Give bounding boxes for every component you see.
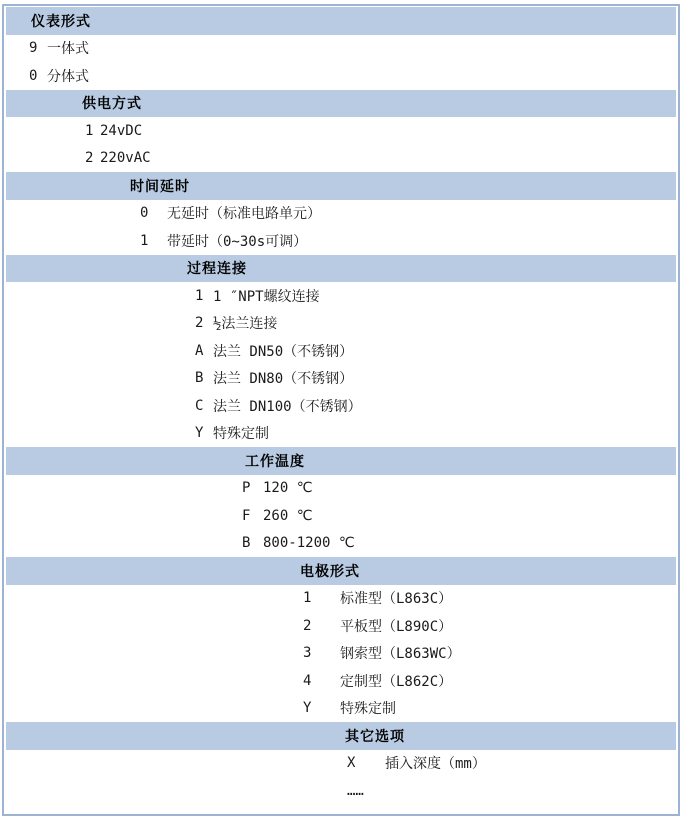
section-options [6, 35, 676, 90]
model-section [6, 447, 676, 557]
option-code: 2 [195, 315, 204, 332]
model-section [6, 172, 676, 255]
option-code: 1 [85, 122, 94, 139]
option-code: 4 [303, 672, 312, 689]
option-code: 2 [85, 150, 94, 167]
section-options [6, 585, 676, 723]
option-row [6, 365, 676, 393]
option-code: 9 [29, 40, 38, 57]
section-header-band-7 [6, 722, 676, 750]
option-code: A [195, 342, 204, 359]
option-code: …… [347, 782, 364, 799]
option-label: ½法兰连接 [213, 316, 278, 333]
option-code: 1 [303, 590, 312, 607]
model-section [6, 7, 676, 90]
option-row [6, 695, 676, 723]
option-code: Y [303, 700, 312, 717]
option-row [6, 475, 676, 503]
option-row [6, 640, 676, 668]
section-header-band-1 [6, 7, 676, 35]
option-label: 法兰 DN80（不锈钢） [213, 371, 354, 388]
option-code: 1 [195, 287, 204, 304]
section-options [6, 117, 676, 172]
option-row [6, 337, 676, 365]
option-code: X [347, 755, 356, 772]
option-code: F [242, 507, 251, 524]
option-row [6, 282, 676, 310]
section-title: 供电方式 [82, 96, 142, 113]
section-header-band-2 [6, 90, 676, 118]
section-title: 仪表形式 [31, 13, 91, 30]
section-title: 时间延时 [130, 178, 190, 195]
option-label: 特殊定制 [213, 426, 269, 443]
section-options [6, 475, 676, 558]
option-row [6, 62, 676, 90]
option-label: 标准型（L863C） [340, 591, 453, 608]
option-label: 220vAC [100, 150, 151, 167]
option-row [6, 35, 676, 63]
option-row [6, 420, 676, 448]
option-row [6, 227, 676, 255]
option-label: 法兰 DN100（不锈钢） [213, 398, 362, 415]
option-label: 800-1200 ℃ [263, 535, 355, 552]
option-code: P [242, 480, 251, 497]
section-title: 过程连接 [187, 261, 247, 278]
option-label: 1 ″NPT螺纹连接 [213, 288, 320, 305]
option-label: 24vDC [100, 122, 143, 139]
option-row [6, 612, 676, 640]
model-section [6, 557, 676, 722]
option-row [6, 392, 676, 420]
option-row [6, 667, 676, 695]
option-row [6, 117, 676, 145]
section-title: 其它选项 [345, 728, 405, 745]
model-selection-table [2, 4, 680, 816]
section-options [6, 282, 676, 447]
option-row [6, 310, 676, 338]
section-header-band-5 [6, 447, 676, 475]
option-label: 分体式 [47, 68, 89, 85]
option-row [6, 585, 676, 613]
section-title: 电极形式 [300, 563, 360, 580]
option-code: 0 [140, 205, 149, 222]
option-label: 一体式 [47, 41, 89, 58]
section-header-band-4 [6, 255, 676, 283]
option-code: Y [195, 425, 204, 442]
option-label: 法兰 DN50（不锈钢） [213, 343, 354, 360]
option-code: B [195, 370, 204, 387]
option-code: 2 [303, 617, 312, 634]
model-section [6, 722, 676, 805]
option-row [6, 200, 676, 228]
option-code: C [195, 397, 204, 414]
option-code: 3 [303, 645, 312, 662]
option-code: B [242, 535, 251, 552]
option-label: 特殊定制 [340, 701, 396, 718]
model-section [6, 255, 676, 448]
option-label: 120 ℃ [263, 480, 313, 497]
section-options [6, 750, 676, 805]
option-row [6, 530, 676, 558]
model-section [6, 90, 676, 173]
option-label: 钢索型（L863WC） [340, 646, 461, 663]
option-row [6, 502, 676, 530]
option-label: 插入深度（mm） [385, 756, 486, 773]
option-row [6, 750, 676, 778]
option-code: 0 [29, 67, 38, 84]
section-title: 工作温度 [245, 453, 305, 470]
option-row [6, 145, 676, 173]
option-label: 260 ℃ [263, 507, 313, 524]
section-header-band-6 [6, 557, 676, 585]
option-label: 带延时（0~30s可调） [167, 233, 308, 250]
option-label: 无延时（标准电路单元） [167, 206, 321, 223]
section-options [6, 200, 676, 255]
section-header-band-3 [6, 172, 676, 200]
option-code: 1 [140, 232, 149, 249]
option-row [6, 777, 676, 805]
option-label: 定制型（L862C） [340, 673, 453, 690]
option-label: 平板型（L890C） [340, 618, 453, 635]
